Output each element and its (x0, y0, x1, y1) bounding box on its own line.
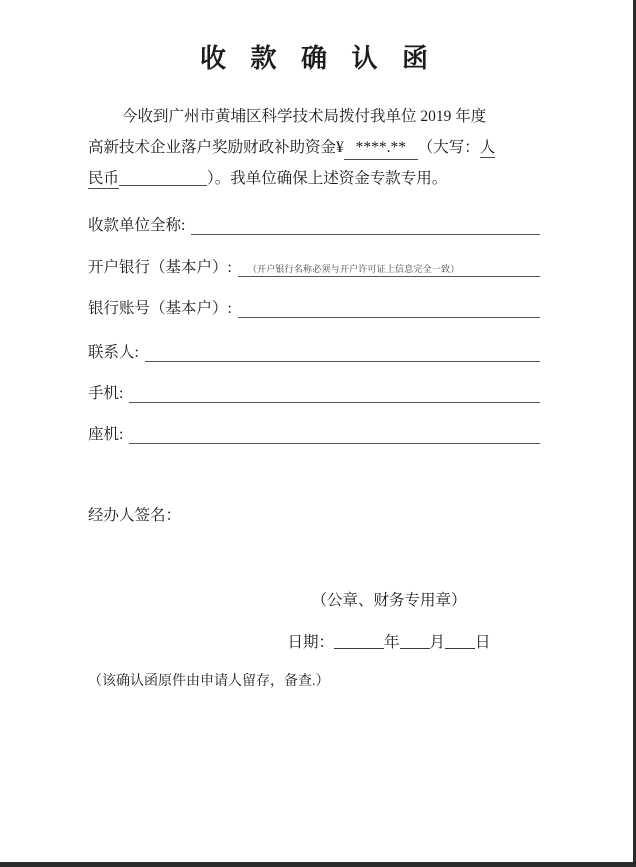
field-contact-person-label: 联系人: (88, 344, 139, 361)
body-line-3-suffix: ）。我单位确保上述资金专款专用。 (207, 170, 448, 187)
date-month-unit: 月 (429, 634, 446, 651)
amount-in-words-blank[interactable] (119, 166, 207, 186)
body-paragraph (88, 101, 540, 194)
date-year-input[interactable] (334, 632, 384, 649)
field-bank-name-label: 开户银行（基本户）: (88, 259, 232, 276)
field-bank-name-input[interactable] (238, 257, 540, 277)
date-day-input[interactable] (445, 632, 475, 649)
body-line-2-open-paren: （大写： (417, 139, 480, 156)
field-payee-name (88, 213, 540, 235)
amount-in-words-start: 人 (479, 139, 496, 156)
body-line-2 (88, 132, 540, 163)
field-contact-person-input[interactable] (145, 342, 540, 362)
body-line-1 (88, 101, 540, 132)
field-bank-account (88, 296, 540, 318)
date-line (88, 630, 540, 652)
field-bank-account-label: 银行账号（基本户）: (88, 300, 232, 317)
signature-label: 经办人签名： (88, 507, 182, 524)
seal-note: （公章、财务专用章） (311, 592, 467, 609)
field-payee-name-input[interactable] (191, 215, 540, 235)
field-mobile (88, 381, 540, 403)
body-line-3 (88, 163, 540, 194)
date-year-unit: 年 (383, 634, 400, 651)
field-bank-name-hint: （开户银行名称必须与开户许可证上信息完全一致） (247, 264, 460, 274)
field-landline-label: 座机: (88, 426, 124, 443)
field-landline-input[interactable] (129, 424, 540, 444)
date-month-input[interactable] (400, 632, 430, 649)
field-payee-name-label: 收款单位全称: (88, 217, 186, 234)
date-day-unit: 日 (475, 634, 491, 651)
field-mobile-input[interactable] (129, 383, 540, 403)
body-line-1-text: 今收到广州市黄埔区科学技术局拨付我单位 2019 年度 (122, 108, 487, 125)
field-bank-name (88, 255, 540, 277)
body-line-2-prefix: 高新技术企业落户奖励财政补助资金¥ (88, 139, 344, 156)
field-mobile-label: 手机: (88, 385, 124, 402)
page-title: 收 款 确 认 函 (199, 44, 437, 73)
amount-blank[interactable]: ****.** (344, 137, 418, 160)
field-landline (88, 422, 540, 444)
date-label: 日期： (287, 634, 334, 651)
field-bank-account-input[interactable] (238, 298, 540, 318)
footer-note: （该确认函原件由申请人留存，备查.） (88, 674, 330, 689)
field-contact-person (88, 340, 540, 362)
amount-in-words-cont: 民币 (88, 170, 120, 187)
